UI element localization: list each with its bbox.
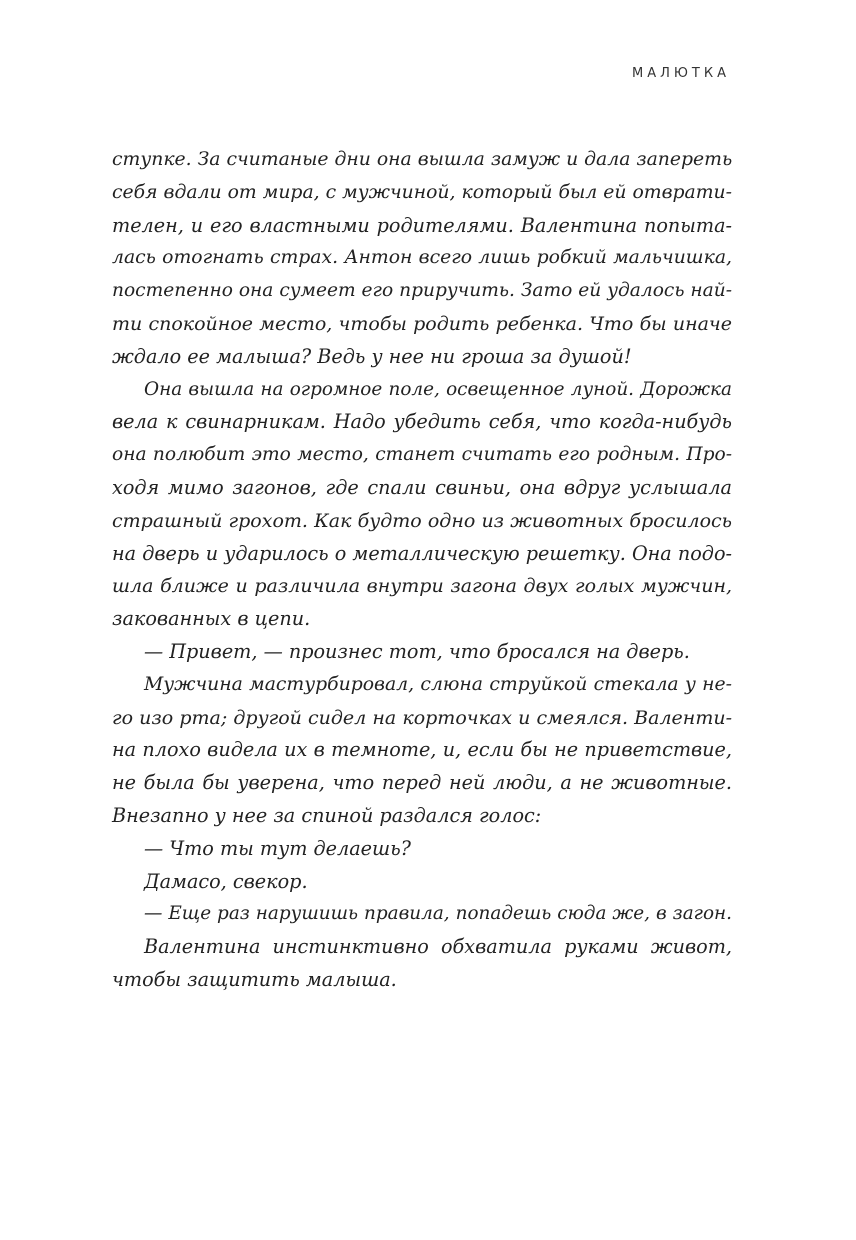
text-line: ждало ее малыша? Ведь у нее ни гроша за душой! <box>112 344 632 368</box>
text-line: Мужчина мастурбировал, слюна струйкой стекала у не- <box>144 673 732 695</box>
body-text <box>112 144 732 997</box>
text-line: ти спокойное место, чтобы родить ребенка. Что бы иначе <box>112 312 732 335</box>
text-line: не была бы уверена, что перед ней люди, а не животные. <box>112 771 732 795</box>
text-line: на плохо видела их в темноте, и, если бы не приветствие, <box>112 738 732 762</box>
text-line: Внезапно у нее за спиной раздался голос: <box>112 803 542 827</box>
text-line: чтобы защитить малыша. <box>112 967 397 991</box>
text-line: Она вышла на огромное поле, освещенное луной. Дорожка <box>144 378 732 400</box>
text-line: страшный грохот. Как будто одно из животных бросилось <box>112 509 732 532</box>
text-line: Дамасо, свекор. <box>144 869 308 893</box>
text-line: телен, и его властными родителями. Валентина попыта- <box>112 213 732 237</box>
text-line: лась отогнать страх. Антон всего лишь робкий мальчишка, <box>112 247 732 269</box>
text-line: — Привет, — произнес тот, что бросался на дверь. <box>144 639 690 663</box>
text-line: она полюбит это место, станет считать его родным. Про- <box>112 444 732 466</box>
text-line: себя вдали от мира, с мужчиной, который был ей отврати- <box>112 181 732 203</box>
text-line: — Еще раз нарушишь правила, попадешь сюда же, в загон. <box>144 903 732 925</box>
text-line: на дверь и ударилось о металлическую решетку. Она подо- <box>112 541 732 565</box>
text-line: Валентина инстинктивно обхватила руками живот, <box>144 935 732 959</box>
text-line: ступке. За считаные дни она вышла замуж и дала запереть <box>112 149 733 170</box>
text-line: шла ближе и различила внутри загона двух голых мужчин, <box>112 575 732 598</box>
text-line: постепенно она сумеет его приручить. Зато ей удалось най- <box>112 280 732 302</box>
text-line: — Что ты тут делаешь? <box>144 836 411 860</box>
running-title: МАЛЮТКА <box>632 66 730 81</box>
text-line: го изо рта; другой сидел на корточках и смеялся. Валенти- <box>112 706 732 729</box>
text-line: закованных в цепи. <box>112 607 311 631</box>
text-line: вела к свинарникам. Надо убедить себя, что когда-нибудь <box>112 410 732 434</box>
text-line: ходя мимо загонов, где спали свиньи, она вдруг услышала <box>112 475 732 499</box>
